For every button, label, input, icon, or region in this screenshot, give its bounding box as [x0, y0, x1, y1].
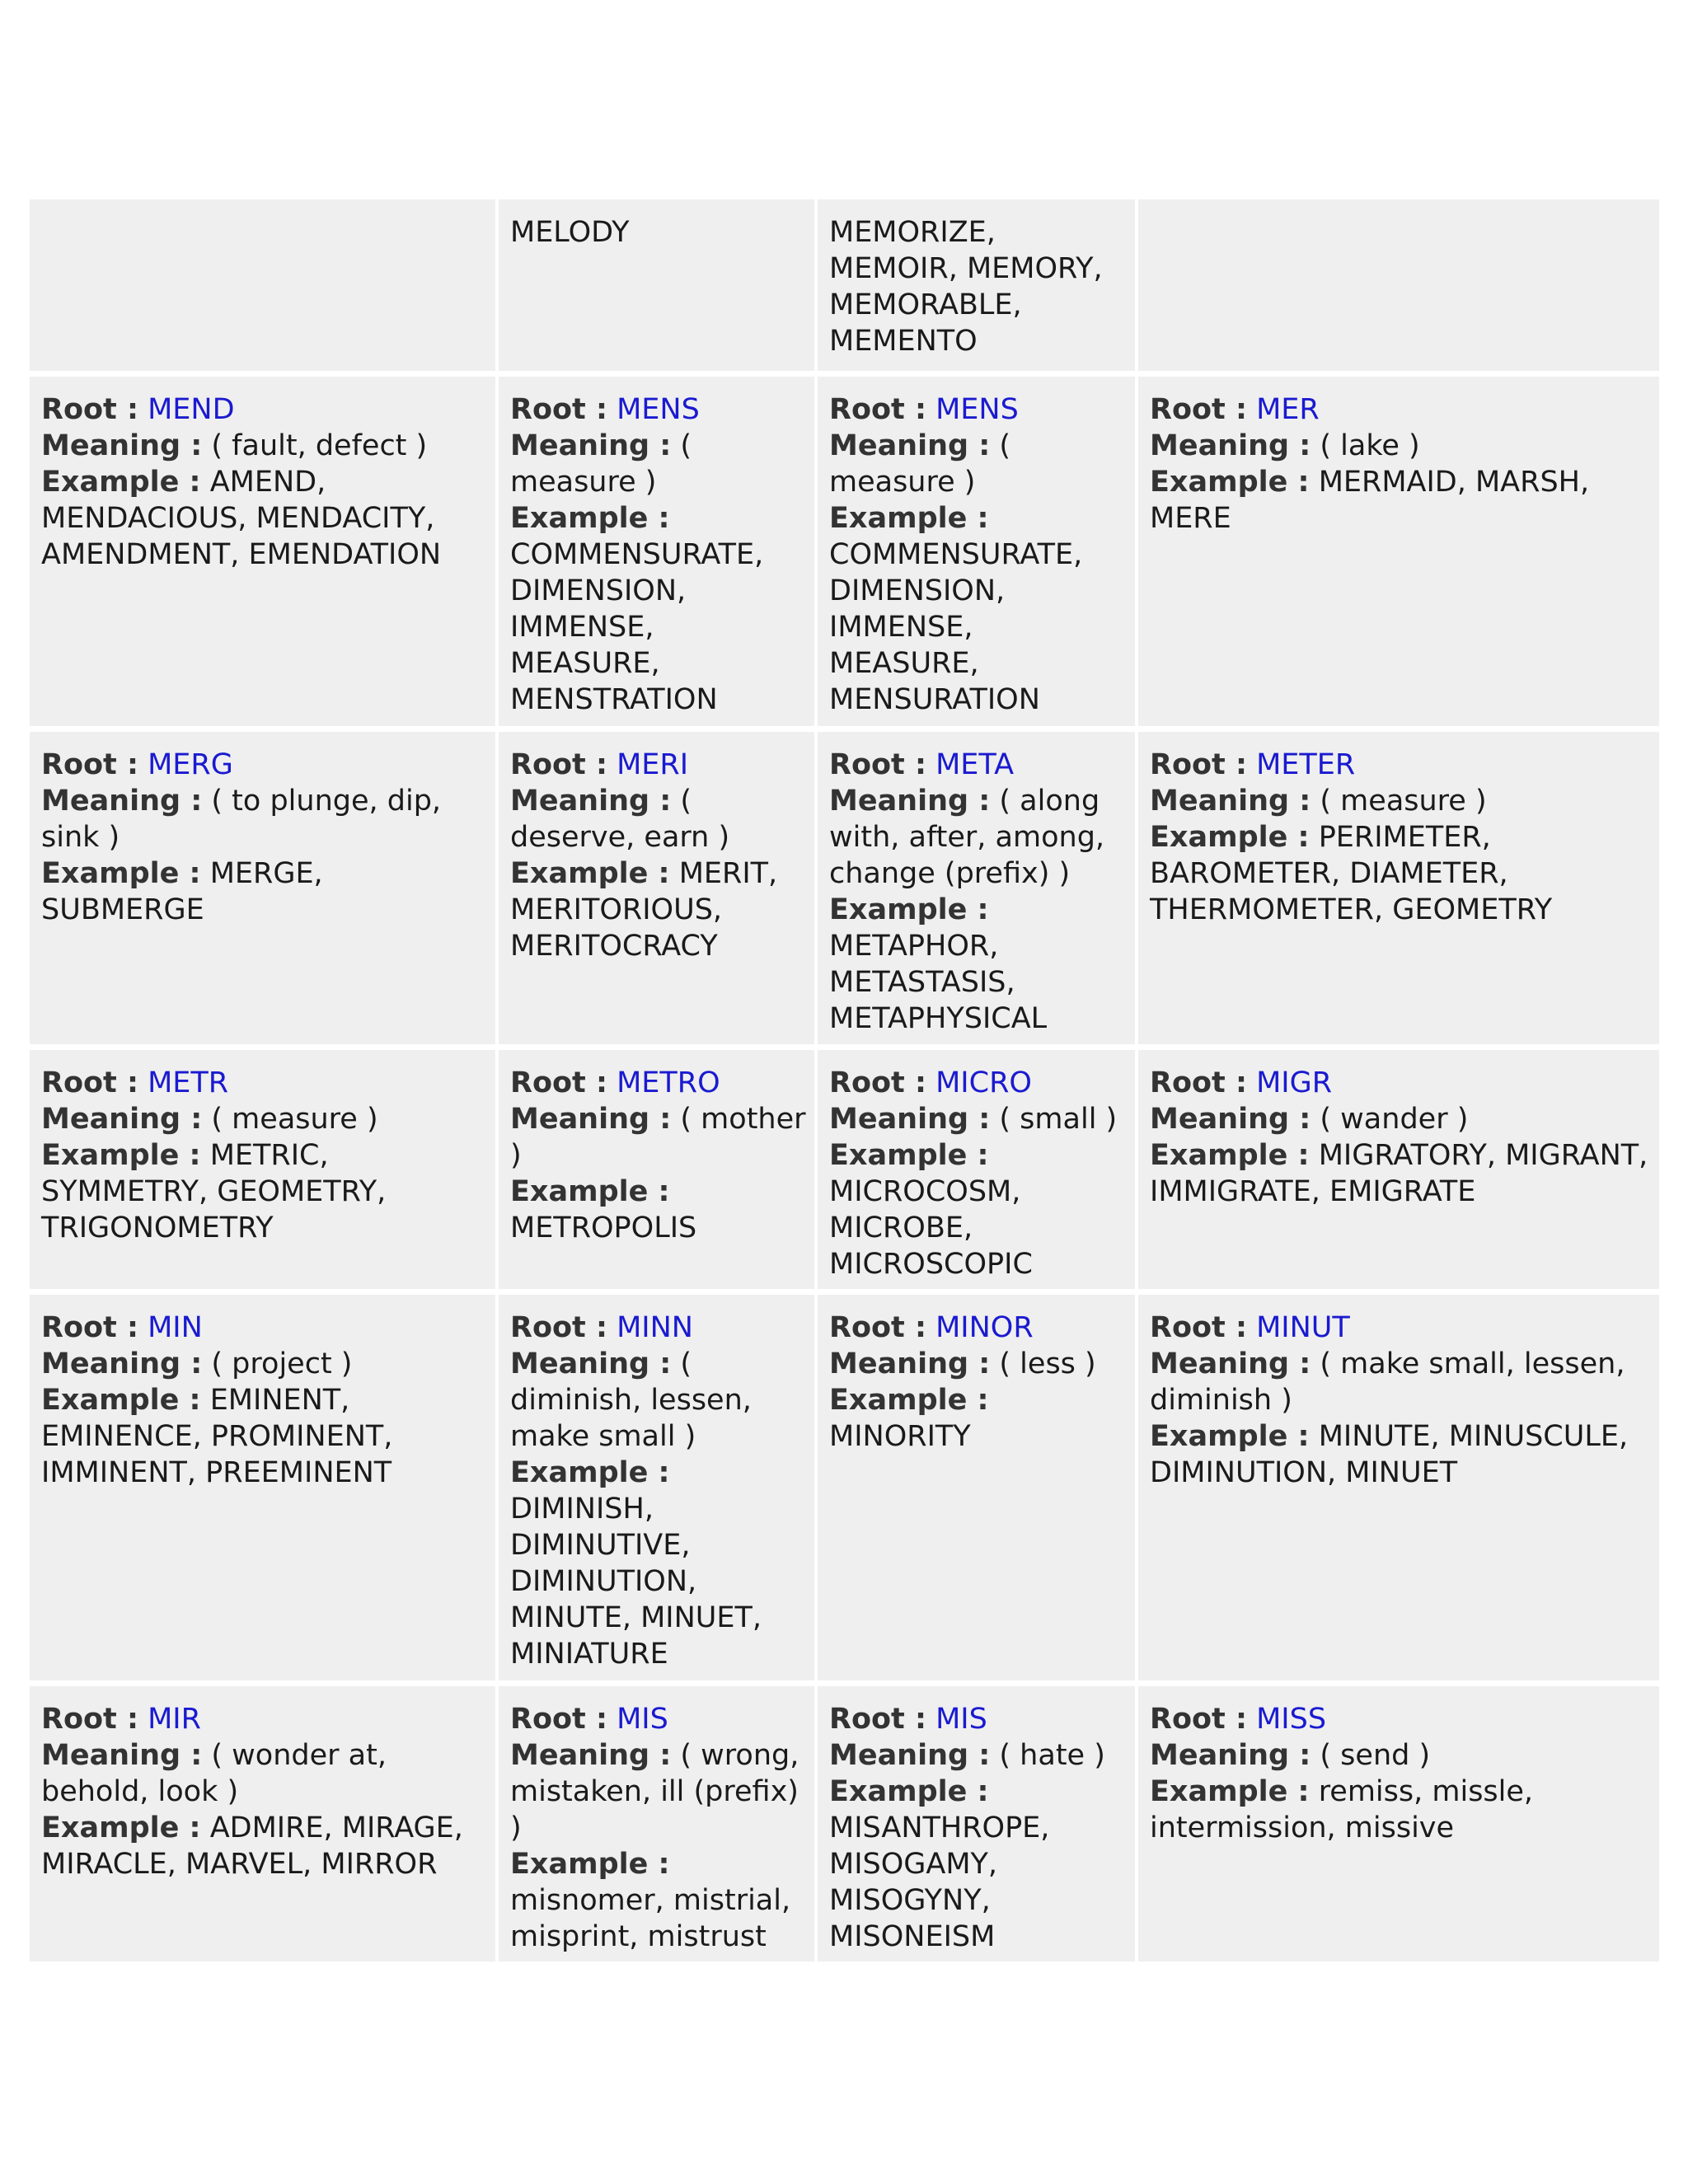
meaning-label: Meaning : — [829, 1103, 991, 1136]
meaning-value: ( small ) — [999, 1103, 1118, 1136]
table-cell — [1138, 1295, 1659, 1680]
root-line — [510, 1701, 806, 1737]
example-value: ADMIRE, MIRAGE, MIRACLE, MARVEL, MIRROR — [41, 1811, 463, 1881]
meaning-label: Meaning : — [41, 1739, 203, 1772]
meaning-value: ( hate ) — [999, 1739, 1105, 1772]
meaning-label: Meaning : — [41, 785, 203, 818]
example-value: PERIMETER, BAROMETER, DIAMETER, THERMOMETER, GEOMETRY — [1150, 821, 1553, 926]
meaning-line — [1150, 1346, 1651, 1418]
meaning-label: Meaning : — [510, 429, 672, 462]
meaning-value: ( measure ) — [510, 429, 692, 499]
example-label: Example : — [829, 1139, 989, 1172]
root-line — [41, 1065, 487, 1101]
example-line — [510, 855, 806, 964]
table-cell — [499, 1050, 814, 1289]
example-label: Example : — [510, 857, 670, 890]
example-line — [510, 1174, 806, 1246]
table-cell — [499, 377, 814, 726]
meaning-label: Meaning : — [41, 1103, 203, 1136]
table-cell — [30, 1686, 495, 1961]
meaning-label: Meaning : — [1150, 429, 1311, 462]
root-label: Root : — [829, 393, 926, 426]
table-cell — [1138, 377, 1659, 726]
example-value: COMMENSURATE, DIMENSION, IMMENSE, MEASURE, MENSTRATION — [510, 538, 764, 716]
root-value: MERI — [617, 748, 689, 781]
meaning-line — [1150, 1101, 1651, 1137]
root-line — [1150, 1701, 1651, 1737]
example-value: MISANTHROPE, MISOGAMY, MISOGYNY, MISONEISM — [829, 1811, 1050, 1953]
meaning-label: Meaning : — [829, 1739, 991, 1772]
table-cell — [30, 1050, 495, 1289]
root-label: Root : — [41, 1311, 138, 1344]
example-value: MICROCOSM, MICROBE, MICROSCOPIC — [829, 1175, 1033, 1281]
meaning-label: Meaning : — [1150, 785, 1311, 818]
example-line — [829, 1382, 1127, 1455]
example-label: Example : — [41, 1384, 201, 1417]
example-line — [829, 1774, 1127, 1955]
table-cell — [1138, 1686, 1659, 1961]
root-line — [829, 1065, 1127, 1101]
example-line — [41, 464, 487, 573]
root-value: MER — [1256, 393, 1320, 426]
root-line — [1150, 1065, 1651, 1101]
example-line — [829, 892, 1127, 1037]
root-label: Root : — [829, 1066, 926, 1099]
root-value: MENS — [935, 393, 1019, 426]
root-label: Root : — [1150, 1066, 1247, 1099]
example-value: EMINENT, EMINENCE, PROMINENT, IMMINENT, PREEMINENT — [41, 1384, 393, 1489]
root-line — [829, 747, 1127, 783]
meaning-value: ( lake ) — [1320, 429, 1420, 462]
meaning-line — [829, 1346, 1127, 1382]
example-line — [829, 500, 1127, 718]
table-cell — [499, 732, 814, 1044]
meaning-line — [1150, 1737, 1651, 1774]
root-value: MISS — [1256, 1703, 1327, 1736]
meaning-label: Meaning : — [41, 1347, 203, 1380]
table-cell — [499, 1686, 814, 1961]
meaning-value: ( measure ) — [1320, 785, 1487, 818]
example-line — [1150, 1418, 1651, 1491]
meaning-line — [829, 1737, 1127, 1774]
example-label: Example : — [829, 893, 989, 926]
root-label: Root : — [1150, 1311, 1247, 1344]
root-line — [41, 1701, 487, 1737]
root-label: Root : — [510, 748, 607, 781]
table-cell — [1138, 1050, 1659, 1289]
meaning-value: ( mother ) — [510, 1103, 806, 1172]
root-line — [829, 1310, 1127, 1346]
meaning-line — [510, 428, 806, 500]
meaning-line — [510, 1346, 806, 1455]
meaning-line — [41, 1101, 487, 1137]
roots-table — [30, 199, 1659, 1961]
meaning-label: Meaning : — [510, 785, 672, 818]
root-value: MIGR — [1256, 1066, 1333, 1099]
root-line — [510, 391, 806, 428]
root-label: Root : — [510, 1703, 607, 1736]
root-value: MERG — [148, 748, 233, 781]
example-label: Example : — [510, 1848, 670, 1881]
meaning-line — [41, 1346, 487, 1382]
example-label: Example : — [41, 466, 201, 499]
root-value: MIR — [148, 1703, 201, 1736]
meaning-value: ( wrong, mistaken, ill (prefix) ) — [510, 1739, 799, 1844]
meaning-label: Meaning : — [510, 1103, 672, 1136]
table-cell — [30, 199, 495, 371]
table-cell — [818, 1686, 1135, 1961]
root-line — [41, 1310, 487, 1346]
meaning-line — [1150, 428, 1651, 464]
table-cell — [818, 1295, 1135, 1680]
example-label: Example : — [510, 502, 670, 535]
example-value: misnomer, mistrial, misprint, mistrust — [510, 1884, 791, 1953]
example-label: Example : — [41, 1139, 201, 1172]
example-value: MERGE, SUBMERGE — [41, 857, 323, 926]
meaning-line — [41, 428, 487, 464]
example-value: MINUTE, MINUSCULE, DIMINUTION, MINUET — [1150, 1420, 1629, 1489]
example-label: Example : — [510, 1175, 670, 1208]
root-value: METRO — [617, 1066, 720, 1099]
root-label: Root : — [41, 748, 138, 781]
meaning-label: Meaning : — [1150, 1739, 1311, 1772]
meaning-label: Meaning : — [1150, 1347, 1311, 1380]
root-label: Root : — [510, 1311, 607, 1344]
cell-text: MEMORIZE, MEMOIR, MEMORY, MEMORABLE, MEMENTO — [829, 216, 1103, 358]
example-label: Example : — [1150, 821, 1310, 854]
meaning-value: ( project ) — [211, 1347, 353, 1380]
table-cell — [818, 732, 1135, 1044]
root-label: Root : — [510, 1066, 607, 1099]
root-label: Root : — [1150, 748, 1247, 781]
meaning-line — [510, 1737, 806, 1846]
table-cell — [499, 1295, 814, 1680]
root-label: Root : — [829, 748, 926, 781]
example-label: Example : — [41, 1811, 201, 1844]
example-value: METAPHOR, METASTASIS, METAPHYSICAL — [829, 930, 1048, 1035]
meaning-line — [41, 1737, 487, 1810]
root-label: Root : — [1150, 1703, 1247, 1736]
example-line — [510, 1846, 806, 1955]
table-cell — [30, 377, 495, 726]
meaning-value: ( measure ) — [211, 1103, 378, 1136]
meaning-label: Meaning : — [41, 429, 203, 462]
table-cell — [1138, 199, 1659, 371]
root-line — [510, 1310, 806, 1346]
root-value: MIN — [148, 1311, 203, 1344]
root-line — [1150, 747, 1651, 783]
root-value: MIS — [617, 1703, 668, 1736]
table-cell — [30, 1295, 495, 1680]
example-line — [41, 1137, 487, 1246]
example-label: Example : — [829, 1775, 989, 1808]
meaning-value: ( deserve, earn ) — [510, 785, 730, 854]
example-label: Example : — [1150, 1775, 1310, 1808]
meaning-line — [41, 783, 487, 855]
table-cell — [499, 199, 814, 371]
meaning-value: ( send ) — [1320, 1739, 1431, 1772]
example-line — [41, 855, 487, 928]
root-value: MICRO — [935, 1066, 1032, 1099]
meaning-value: ( to plunge, dip, sink ) — [41, 785, 442, 854]
meaning-line — [829, 1101, 1127, 1137]
root-line — [829, 391, 1127, 428]
example-value: AMEND, MENDACIOUS, MENDACITY, AMENDMENT, EMENDATION — [41, 466, 442, 571]
root-label: Root : — [41, 1066, 138, 1099]
table-cell — [1138, 732, 1659, 1044]
meaning-value: ( make small, lessen, diminish ) — [1150, 1347, 1625, 1417]
meaning-line — [510, 783, 806, 855]
root-value: MINN — [617, 1311, 693, 1344]
meaning-value: ( less ) — [999, 1347, 1096, 1380]
example-label: Example : — [1150, 1139, 1310, 1172]
root-label: Root : — [829, 1311, 926, 1344]
example-line — [510, 1455, 806, 1672]
root-label: Root : — [510, 393, 607, 426]
root-value: MENS — [617, 393, 700, 426]
root-value: METR — [148, 1066, 229, 1099]
example-line — [510, 500, 806, 718]
meaning-line — [829, 428, 1127, 500]
example-value: MINORITY — [829, 1420, 971, 1453]
example-label: Example : — [1150, 1420, 1310, 1453]
cell-text: MELODY — [510, 216, 630, 249]
root-line — [41, 391, 487, 428]
root-line — [1150, 391, 1651, 428]
example-label: Example : — [1150, 466, 1310, 499]
root-line — [510, 747, 806, 783]
meaning-label: Meaning : — [1150, 1103, 1311, 1136]
meaning-value: ( fault, defect ) — [211, 429, 428, 462]
example-line — [41, 1382, 487, 1491]
root-value: MINOR — [935, 1311, 1034, 1344]
root-label: Root : — [41, 1703, 138, 1736]
root-label: Root : — [1150, 393, 1247, 426]
table-cell — [818, 199, 1135, 371]
example-value: DIMINISH, DIMINUTIVE, DIMINUTION, MINUTE, MINUET, MINIATURE — [510, 1493, 762, 1671]
meaning-value: ( diminish, lessen, make small ) — [510, 1347, 752, 1453]
example-line — [1150, 1137, 1651, 1210]
meaning-label: Meaning : — [510, 1739, 672, 1772]
example-value: METRIC, SYMMETRY, GEOMETRY, TRIGONOMETRY — [41, 1139, 387, 1244]
root-line — [1150, 1310, 1651, 1346]
root-line — [829, 1701, 1127, 1737]
root-value: MEND — [148, 393, 235, 426]
meaning-value: ( measure ) — [829, 429, 1011, 499]
meaning-line — [1150, 783, 1651, 819]
root-value: META — [935, 748, 1015, 781]
example-label: Example : — [829, 502, 989, 535]
table-cell — [818, 1050, 1135, 1289]
meaning-label: Meaning : — [510, 1347, 672, 1380]
example-value: MIGRATORY, MIGRANT, IMMIGRATE, EMIGRATE — [1150, 1139, 1648, 1208]
example-label: Example : — [41, 857, 201, 890]
root-value: MIS — [935, 1703, 987, 1736]
meaning-label: Meaning : — [829, 1347, 991, 1380]
meaning-line — [510, 1101, 806, 1174]
example-line — [829, 1137, 1127, 1282]
meaning-label: Meaning : — [829, 785, 991, 818]
example-value: MERMAID, MARSH, MERE — [1150, 466, 1590, 535]
example-value: COMMENSURATE, DIMENSION, IMMENSE, MEASURE, MENSURATION — [829, 538, 1083, 716]
root-value: MINUT — [1256, 1311, 1350, 1344]
meaning-value: ( wander ) — [1320, 1103, 1469, 1136]
example-value: MERIT, MERITORIOUS, MERITOCRACY — [510, 857, 778, 963]
table-cell — [30, 732, 495, 1044]
example-line — [1150, 819, 1651, 928]
example-line — [41, 1810, 487, 1882]
root-label: Root : — [41, 393, 138, 426]
meaning-value: ( along with, after, among, change (prefix) ) — [829, 785, 1105, 890]
example-value: METROPOLIS — [510, 1212, 697, 1244]
root-line — [510, 1065, 806, 1101]
example-label: Example : — [829, 1384, 989, 1417]
meaning-line — [829, 783, 1127, 892]
example-label: Example : — [510, 1456, 670, 1489]
root-label: Root : — [829, 1703, 926, 1736]
example-line — [1150, 1774, 1651, 1846]
example-value: remiss, missle, intermission, missive — [1150, 1775, 1534, 1844]
root-line — [41, 747, 487, 783]
table-cell — [818, 377, 1135, 726]
root-value: METER — [1256, 748, 1356, 781]
meaning-label: Meaning : — [829, 429, 991, 462]
meaning-value: ( wonder at, behold, look ) — [41, 1739, 387, 1808]
example-line — [1150, 464, 1651, 537]
